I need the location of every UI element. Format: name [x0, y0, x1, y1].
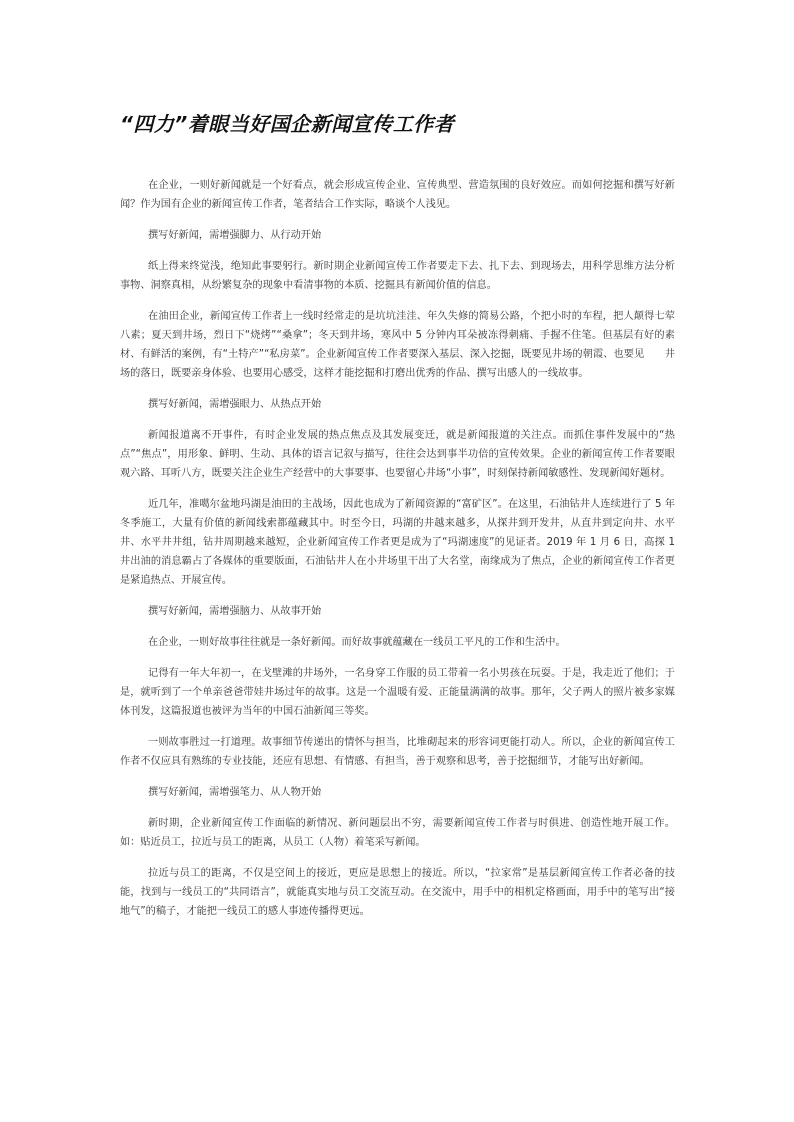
article-title: “四力”着眼当好国企新闻宣传工作者 — [120, 112, 455, 136]
paragraph: 近几年，准噶尔盆地玛湖是油田的主战场，因此也成为了新闻资源的“富矿区”。在这里，石油钻井人连续进行了 5 年冬季施工，大量有价值的新闻线索都蕴藏其中。时至今日，玛湖的井越来越多，从探井到开发井，从直井到定向井、水平井、水平井井组，钻井周期越来越短，企业新闻宣传工作者更是成为了“玛湖速度”的见证者。2019 年 1 月 6 日，高探 1 井出油的消息霸占了各媒体的重要版面，石油钻井人在小井场里干出了大名堂，南缘成为了焦点，企业的新闻宣传工作者更是紧追热点、开展宣传。 — [120, 499, 675, 586]
article-body — [120, 176, 675, 933]
paragraph: 纸上得来终觉浅，绝知此事要躬行。新时期企业新闻宣传工作者要走下去、扎下去、到现场去，用科学思维方法分析事物、洞察真相，从纷繁复杂的现象中看清事物的本质、挖掘具有新闻价值的信息。 — [120, 261, 675, 291]
paragraph: 一则故事胜过一打道理。故事细节传递出的情怀与担当，比堆砌起来的形容词更能打动人。所以，企业的新闻宣传工作者不仅应具有熟练的专业技能，还应有思想、有情感、有担当，善于观察和思考，善于挖掘细节，才能写出好新闻。 — [120, 737, 675, 767]
section-heading-writing: 撰写好新闻，需增强笔力、从人物开始 — [148, 787, 322, 798]
paragraph: 在油田企业，新闻宣传工作者上一线时经常走的是坑坑洼洼、年久失修的简易公路，个把小时的车程，把人颠得七荤八素；夏天到井场，烈日下“烧烤”“桑拿”；冬天到井场，寒风中 5 分钟内耳朵被冻得刺痛、手握不住笔。但基层有好的素材、有鲜活的案例，有“土特产”“私房菜”。企业新闻宣传工作者要深入基层、深入挖掘，既要见井场的朝霞、也要见 井场的落日，既要亲身体验、也要用心感受，这样才能挖掘和打磨出优秀的作品、撰写出感人的一线故事。 — [120, 311, 675, 379]
section-heading-eyesight: 撰写好新闻，需增强眼力、从热点开始 — [148, 399, 322, 410]
paragraph-intro: 在企业，一则好新闻就是一个好看点，就会形成宣传企业、宣传典型、营造氛围的良好效应。而如何挖掘和撰写好新闻？作为国有企业的新闻宣传工作者，笔者结合工作实际，略谈个人浅见。 — [120, 180, 675, 210]
section-heading-brainpower: 撰写好新闻，需增强脑力、从故事开始 — [148, 606, 322, 617]
paragraph: 记得有一年大年初一，在戈壁滩的井场外，一名身穿工作服的员工带着一名小男孩在玩耍。于是，我走近了他们；于是，就听到了一个单亲爸爸带娃井场过年的故事。这是一个温暖有爱、正能量满满的故事。那年，父子两人的照片被多家媒体刊发，这篇报道也被评为当年的中国石油新闻三等奖。 — [120, 668, 675, 717]
paragraph: 新时期，企业新闻宣传工作面临的新情况、新问题层出不穷，需要新闻宣传工作者与时俱进、创造性地开展工作。如：贴近员工，拉近与员工的距离，从员工（人物）着笔采写新闻。 — [120, 818, 675, 848]
section-heading-footwork: 撰写好新闻，需增强脚力、从行动开始 — [148, 230, 322, 241]
paragraph: 在企业，一则好故事往往就是一条好新闻。而好故事就蕴藏在一线员工平凡的工作和生活中。 — [148, 637, 566, 648]
paragraph: 新闻报道离不开事件，有时企业发展的热点焦点及其发展变迁，就是新闻报道的关注点。而抓住事件发展中的“热点”“焦点”，用形象、鲜明、生动、具体的语言记叙与描写，往往会达到事半功倍的宣传效果。企业的新闻宣传工作者要眼观六路、耳听八方，既要关注企业生产经营中的大事要事、也要留心井场“小事”，时刻保持新闻敏感性、发现新闻好题材。 — [120, 430, 675, 479]
paragraph: 拉近与员工的距离，不仅是空间上的接近，更应是思想上的接近。所以，“拉家常”是基层新闻宣传工作者必备的技能，找到与一线员工的“共同语言”，就能真实地与员工交流互动。在交流中，用手中的相机定格画面，用手中的笔写出“接地气”的稿子，才能把一线员工的感人事迹传播得更远。 — [120, 868, 675, 917]
